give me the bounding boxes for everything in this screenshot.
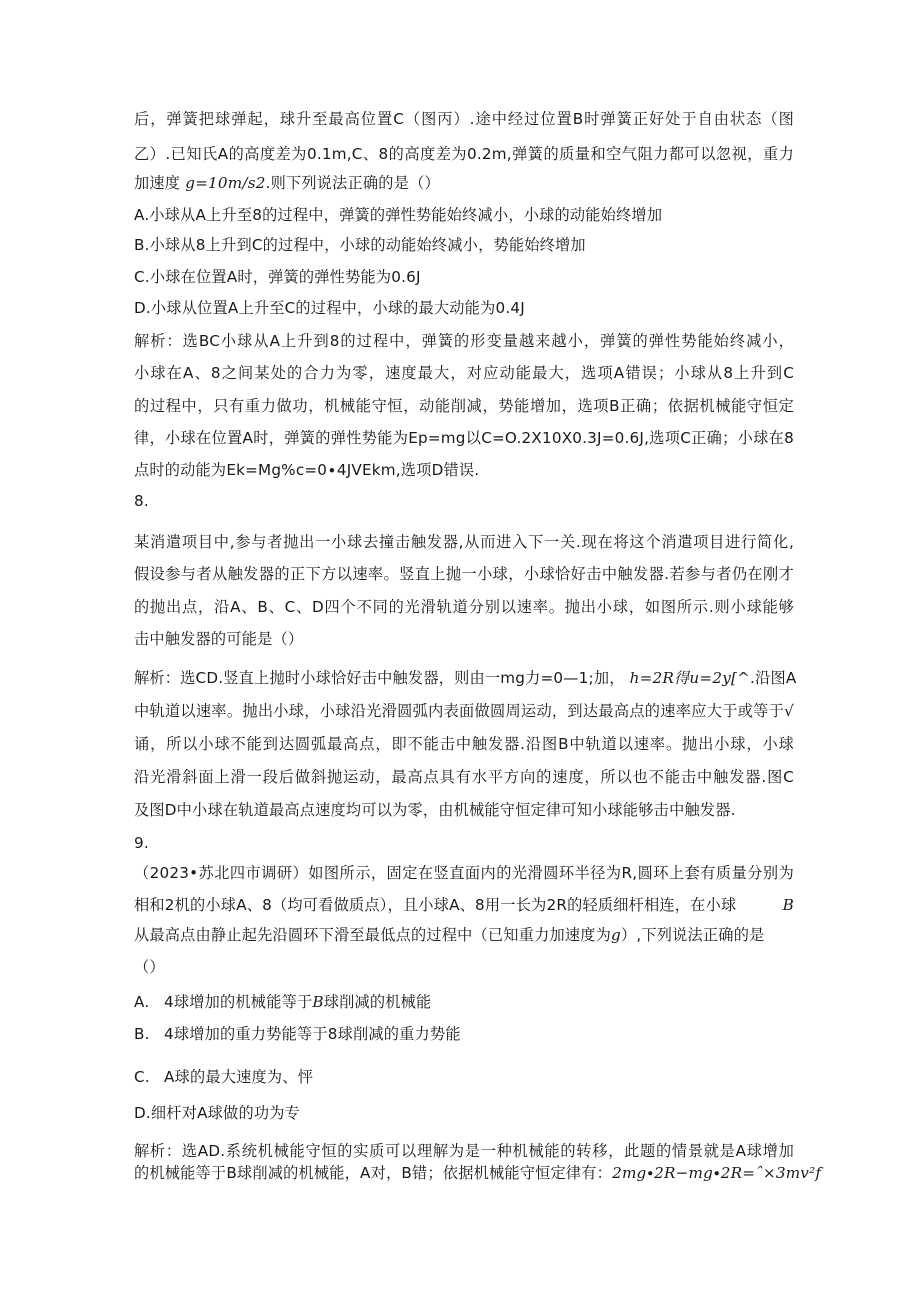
text-span: 相和2机的小球A、8（均可看做质点），且小球A、8用一长为2R的轻质细杆相连，在小球 <box>134 896 737 914</box>
text-line: 解析：选AD.系统机械能守恒的实质可以理解为是一种机械能的转移，此题的情景就是A球增加 <box>134 1142 794 1160</box>
formula: 2mg∙2R−mg∙2R=ˆ×3mv²f <box>612 1164 822 1182</box>
text-line: （2023•苏北四市调研）如图所示，固定在竖直面内的光滑圆环半径为R,圆环上套有质量分别为 <box>134 864 794 882</box>
option-line: D.细杆对A球做的功为专 <box>134 1104 300 1122</box>
text-span: 则下列说法正确的是（） <box>270 174 440 192</box>
option-line <box>134 991 794 1013</box>
text-line: 解析：选BC小球从A上升到8的过程中，弹簧的形变量越来越小，弹簧的弹性势能始终减小， <box>134 332 794 350</box>
text-line: 假设参与者从触发器的正下方以速率。竖直上抛一小球，小球恰好击中触发器.若参与者仍在刚才 <box>134 565 794 583</box>
text-line: 沿光滑斜面上滑一段后做斜抛运动，最高点具有水平方向的速度，所以也不能击中触发器.图C <box>134 768 794 786</box>
text-line: 点时的动能为Ek=Mg%c=0∙4JVEkm,选项D错误. <box>134 461 480 479</box>
text-line: 后，弹簧把球弹起，球升至最高位置C（图丙）.途中经过位置B时弹簧正好处于自由状态（图 <box>134 110 794 128</box>
text-line <box>134 172 794 194</box>
text-span: ）,下列说法正确的是 <box>620 926 765 944</box>
formula: B <box>312 993 324 1011</box>
text-line: 小球在A、8之间某处的合力为零，速度最大，对应动能最大，选项A错误；小球从8上升到C <box>134 364 794 382</box>
text-span: 4球增加的机械能等于 <box>164 993 313 1011</box>
question-number: 8. <box>134 492 149 510</box>
text-span: 球削减的机械能 <box>323 993 432 1011</box>
question-number: 9. <box>134 834 149 852</box>
text-line: 中轨道以速率。抛出小球，小球沿光滑圆弧内表面做圆周运动，到达最高点的速率应大于或等于√ <box>134 702 794 720</box>
text-line: 律，小球在位置A时，弹簧的弹性势能为Ep=mg以C=O.2X10X0.3J=0.6J,选项C正确；小球在8 <box>134 429 794 447</box>
text-line: 某消遣项目中,参与者抛出一小球去撞击触发器,从而进入下一关.现在将这个消遣项目进行简化, <box>134 533 794 551</box>
text-line: 击中触发器的可能是（） <box>134 630 304 648</box>
option-line <box>134 1023 794 1045</box>
text-line <box>134 667 797 689</box>
text-line <box>134 1162 822 1184</box>
option-line <box>134 1066 794 1088</box>
text-line: 的过程中，只有重力做功，机械能守恒，动能削减，势能增加，选项B正确；依据机械能守恒定 <box>134 397 794 415</box>
text-line: 诵，所以小球不能到达圆弧最高点，即不能击中触发器.沿图B中轨道以速率。抛出小球，小球 <box>134 735 794 753</box>
option-label: A. <box>134 993 150 1011</box>
text-span: A球的最大速度为、怦 <box>164 1068 314 1086</box>
text-line: 及图D中小球在轨道最高点速度均可以为零，由机械能守恒定律可知小球能够击中触发器. <box>134 801 736 819</box>
text-line: 的抛出点，沿A、B、C、D四个不同的光滑轨道分别以速率。抛出小球，如图所示.则小球能够 <box>134 598 794 616</box>
text-line: （） <box>134 958 165 976</box>
option-line: C.小球在位置A时，弹簧的弹性势能为0.6J <box>134 268 421 286</box>
option-label: B. <box>134 1025 150 1043</box>
text-span: 从最高点由静止起先沿圆环下滑至最低点的过程中（已知重力加速度为 <box>134 926 612 944</box>
text-line <box>134 894 794 916</box>
formula: g <box>611 926 621 944</box>
option-line: B.小球从8上升到C的过程中，小球的动能始终减小，势能始终增加 <box>134 236 586 254</box>
text-span: 的机械能等于B球削减的机械能，A对，B错；依据机械能守恒定律有： <box>134 1164 613 1182</box>
text-line: 乙）.已知氏A的高度差为0.1m,C、8的高度差为0.2m,弹簧的质量和空气阻力都可以忽视，重力 <box>134 145 794 163</box>
option-line: D.小球从位置A上升至C的过程中，小球的最大动能为0.4J <box>134 299 525 317</box>
text-span: 4球增加的重力势能等于8球削减的重力势能 <box>164 1025 461 1043</box>
text-span: 加速度 <box>134 174 186 192</box>
formula: g=10m∕s2. <box>185 174 271 192</box>
formula: h=2R得u=2y[^. <box>629 669 756 687</box>
text-span: 解析：选CD.竖直上抛时小球恰好击中触发器，则由一mg力=0—1;加， <box>134 669 625 687</box>
option-line: A.小球从A上升至8的过程中，弹簧的弹性势能始终减小，小球的动能始终增加 <box>134 206 663 224</box>
text-span: 沿图A <box>755 669 797 687</box>
option-label: C. <box>134 1068 150 1086</box>
formula: B <box>782 896 794 914</box>
text-line <box>134 924 794 946</box>
